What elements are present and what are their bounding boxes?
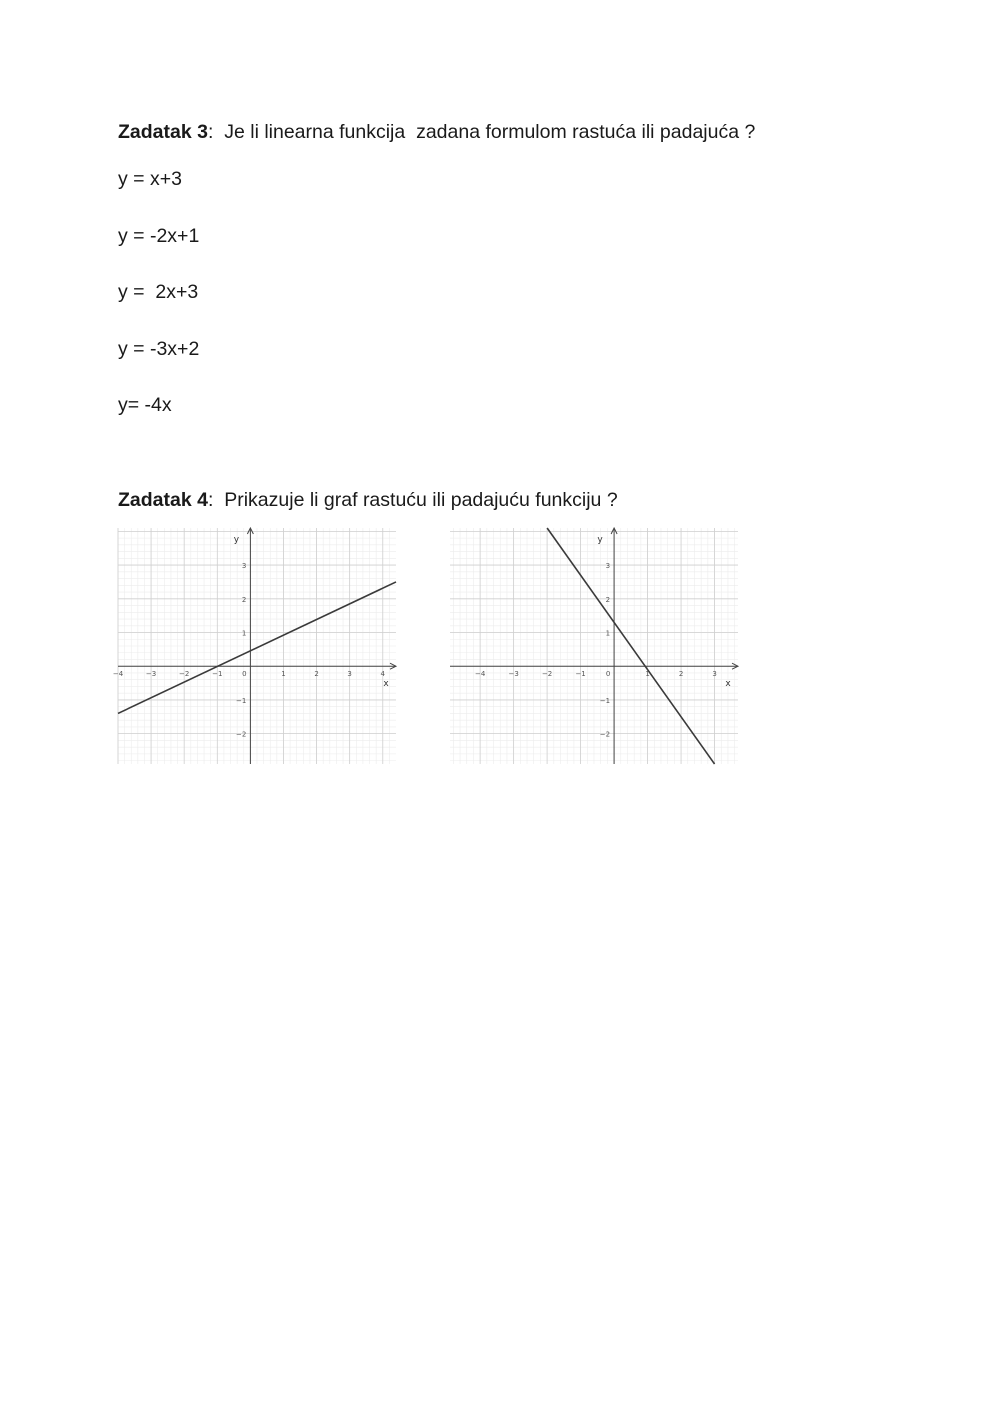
task4-question: : Prikazuje li graf rastuću ili padajuću funkciju ? xyxy=(207,489,618,511)
y-tick-label: 3 xyxy=(605,562,611,571)
graph-decreasing xyxy=(450,528,731,764)
x-tick-label: −4 xyxy=(474,670,486,679)
x-tick-label: 3 xyxy=(347,670,352,679)
y-tick-label: 1 xyxy=(241,629,247,638)
x-axis-label: x xyxy=(725,679,731,690)
y-tick-label: 3 xyxy=(241,562,247,571)
y-tick-label: 2 xyxy=(241,595,247,604)
formula-2: y = -2x+1 xyxy=(118,225,200,247)
graph-1-svg xyxy=(112,528,396,764)
y-tick-label: −1 xyxy=(236,696,247,705)
y-tick-label: 1 xyxy=(605,629,611,638)
x-tick-label: 0 xyxy=(605,670,611,679)
x-tick-label: −3 xyxy=(508,670,519,679)
formula-5: y= -4x xyxy=(118,394,172,416)
task4-label: Zadatak 4 xyxy=(118,489,208,511)
x-tick-label: −4 xyxy=(112,670,124,679)
x-tick-label: 2 xyxy=(314,670,319,679)
x-tick-label: −1 xyxy=(575,670,586,679)
task3-heading xyxy=(118,120,755,144)
x-tick-label: 3 xyxy=(712,670,717,679)
formula-1: y = x+3 xyxy=(118,168,182,190)
formula-3: y = 2x+3 xyxy=(118,281,199,303)
x-tick-label: 2 xyxy=(678,670,684,679)
formula-4: y = -3x+2 xyxy=(118,338,200,360)
x-tick-label: −2 xyxy=(541,670,553,679)
x-tick-label: −1 xyxy=(212,670,223,679)
y-tick-label: −1 xyxy=(599,696,611,705)
task3-label: Zadatak 3 xyxy=(118,121,208,143)
x-tick-label: −2 xyxy=(179,670,190,679)
x-tick-label: 0 xyxy=(242,670,247,679)
y-axis-label: y xyxy=(233,535,240,545)
task3-question: : Je li linearna funkcija zadana formulom rastuća ili padajuća ? xyxy=(207,121,756,143)
x-tick-label: 1 xyxy=(281,670,286,679)
y-tick-label: −2 xyxy=(236,730,247,739)
x-axis-label: x xyxy=(383,679,389,690)
y-tick-label: −2 xyxy=(599,730,611,739)
x-tick-label: 1 xyxy=(645,670,650,679)
graph-increasing xyxy=(112,528,396,764)
x-tick-label: −3 xyxy=(145,670,157,679)
y-tick-label: 2 xyxy=(605,595,611,604)
y-axis-label: y xyxy=(597,535,603,545)
graph-2-svg xyxy=(450,528,738,764)
task4-heading xyxy=(118,488,618,512)
x-tick-label: 4 xyxy=(380,670,385,679)
